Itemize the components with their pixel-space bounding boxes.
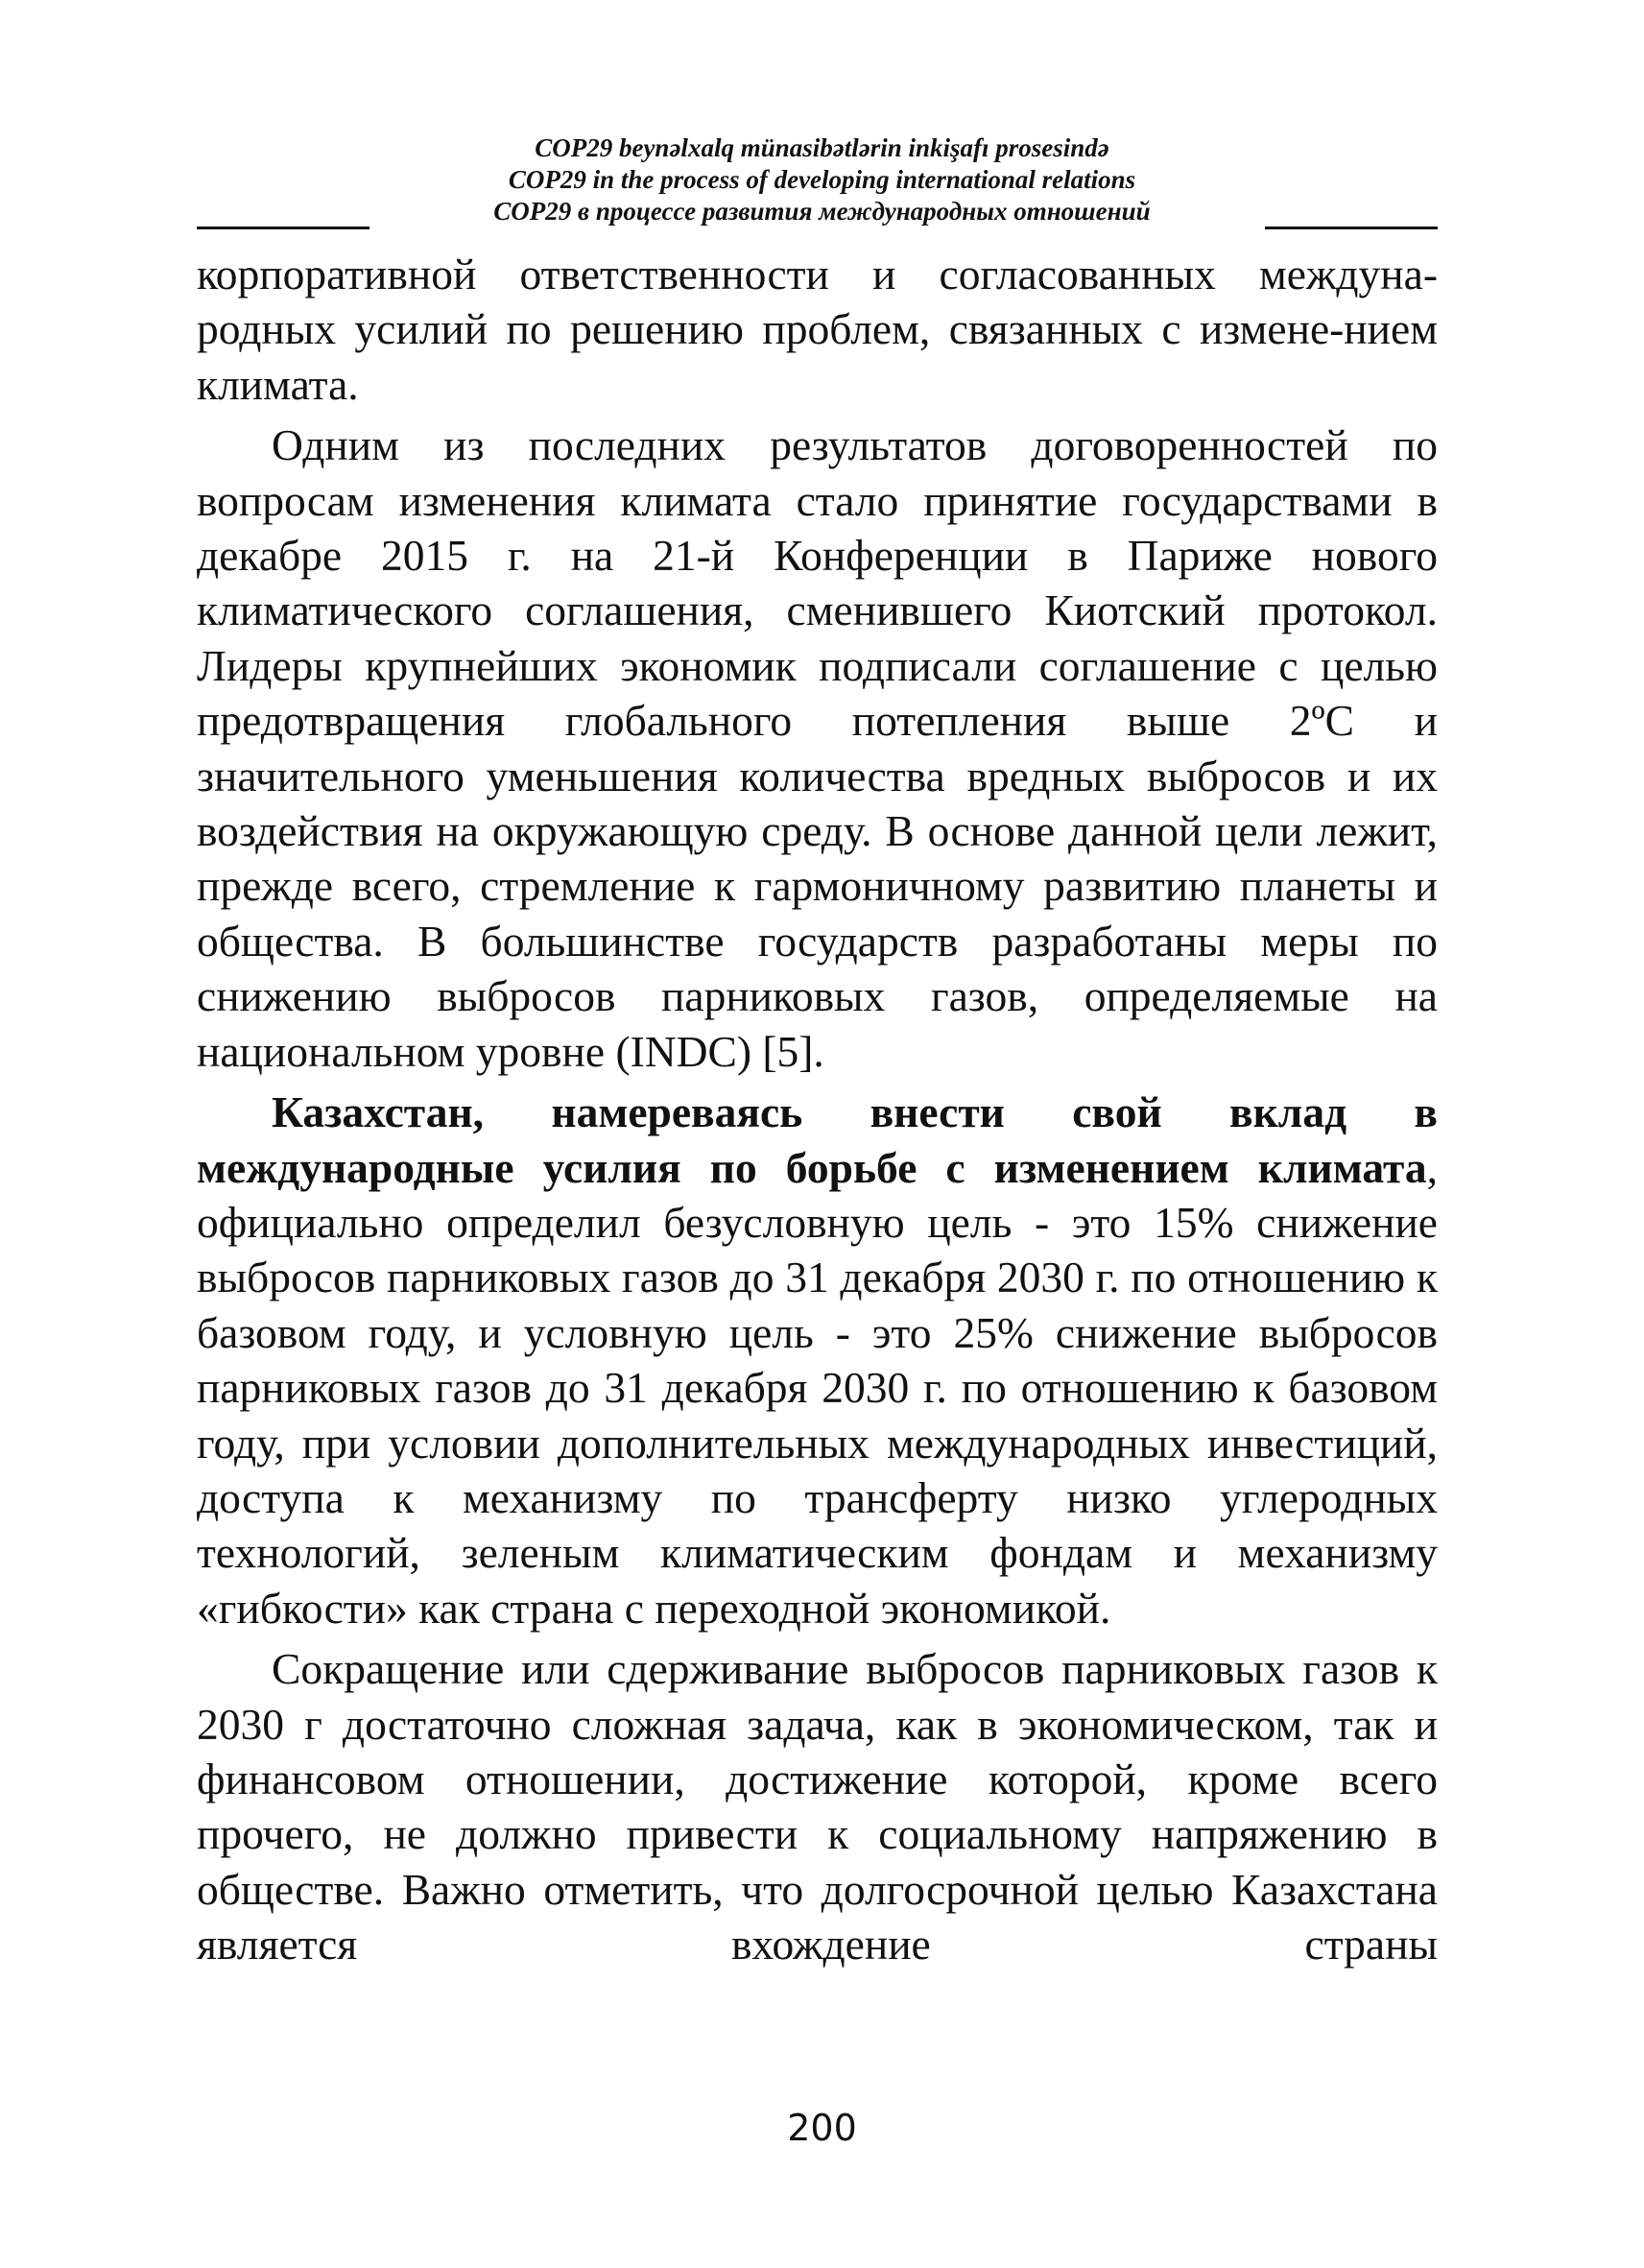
header-line-english: COP29 in the process of developing international relations [508,165,1136,194]
paragraph-2: Одним из последних результатов договоренностей по вопросам изменения климата стало принятие государствами в декабре 2015 г. на 21-й Конференции в Париже нового климатического соглашения, сменившего Киотский протокол. Лидеры крупнейших экономик подписали соглашение с целью предотвращения глобального потепления выше 2ºС и значительного уменьшения количества вредных выбросов и их воздействия на окружающую среду. В основе данной цели лежит, прежде всего, стремление к гармоничному развитию планеты и общества. В большинстве государств разработаны меры по снижению выбросов парниковых газов, определяемые на национальном уровне (INDC) [5]. [197,420,1438,1076]
page-number: 200 [787,2107,857,2149]
paragraph-3-text: , официально определил безусловную цель - это 15% снижение выбросов парниковых газов до 31 декабря 2030 г. по отношению к базовом году, и условную цель - это 25% снижение выбросов парниковых газов до 31 декабря 2030 г. по отношению к базовом году, при условии дополнительных международных инвестиций, доступа к механизму по трансферту низко углеродных технологий, зеленым климатическим фондам и механизму «гибкости» как страна с переходной экономикой. [197,1142,1438,1633]
paragraph-4: Сокращение или сдерживание выбросов парниковых газов к 2030 г достаточно сложная задача, как в экономическом, так и финансовом отношении, достижение которой, кроме всего прочего, не должно привести к социальному напряжению в обществе. Важно отметить, что долгосрочной целью Казахстана является вхождение страны [197,1644,1438,1970]
running-header [0,132,1644,227]
paragraph-3 [197,1085,1438,1635]
header-line-russian: COP29 в процессе развития международных отношений [493,197,1151,226]
paragraph-1: корпоративной ответственности и согласованных междуна-родных усилий по решению проблем, связанных с измене-нием климата. [197,250,1438,409]
header-rule-right [1265,227,1438,229]
paragraph-3-bold-lead: Казахстан, намереваясь внести свой вклад в международные усилия по борьбе с изменением климата [197,1087,1438,1192]
body-text [197,247,1438,1978]
header-rule-left [197,227,369,229]
header-line-azerbaijani: COP29 beynəlxalq münasibətlərin inkişafı prosesində [535,133,1109,162]
